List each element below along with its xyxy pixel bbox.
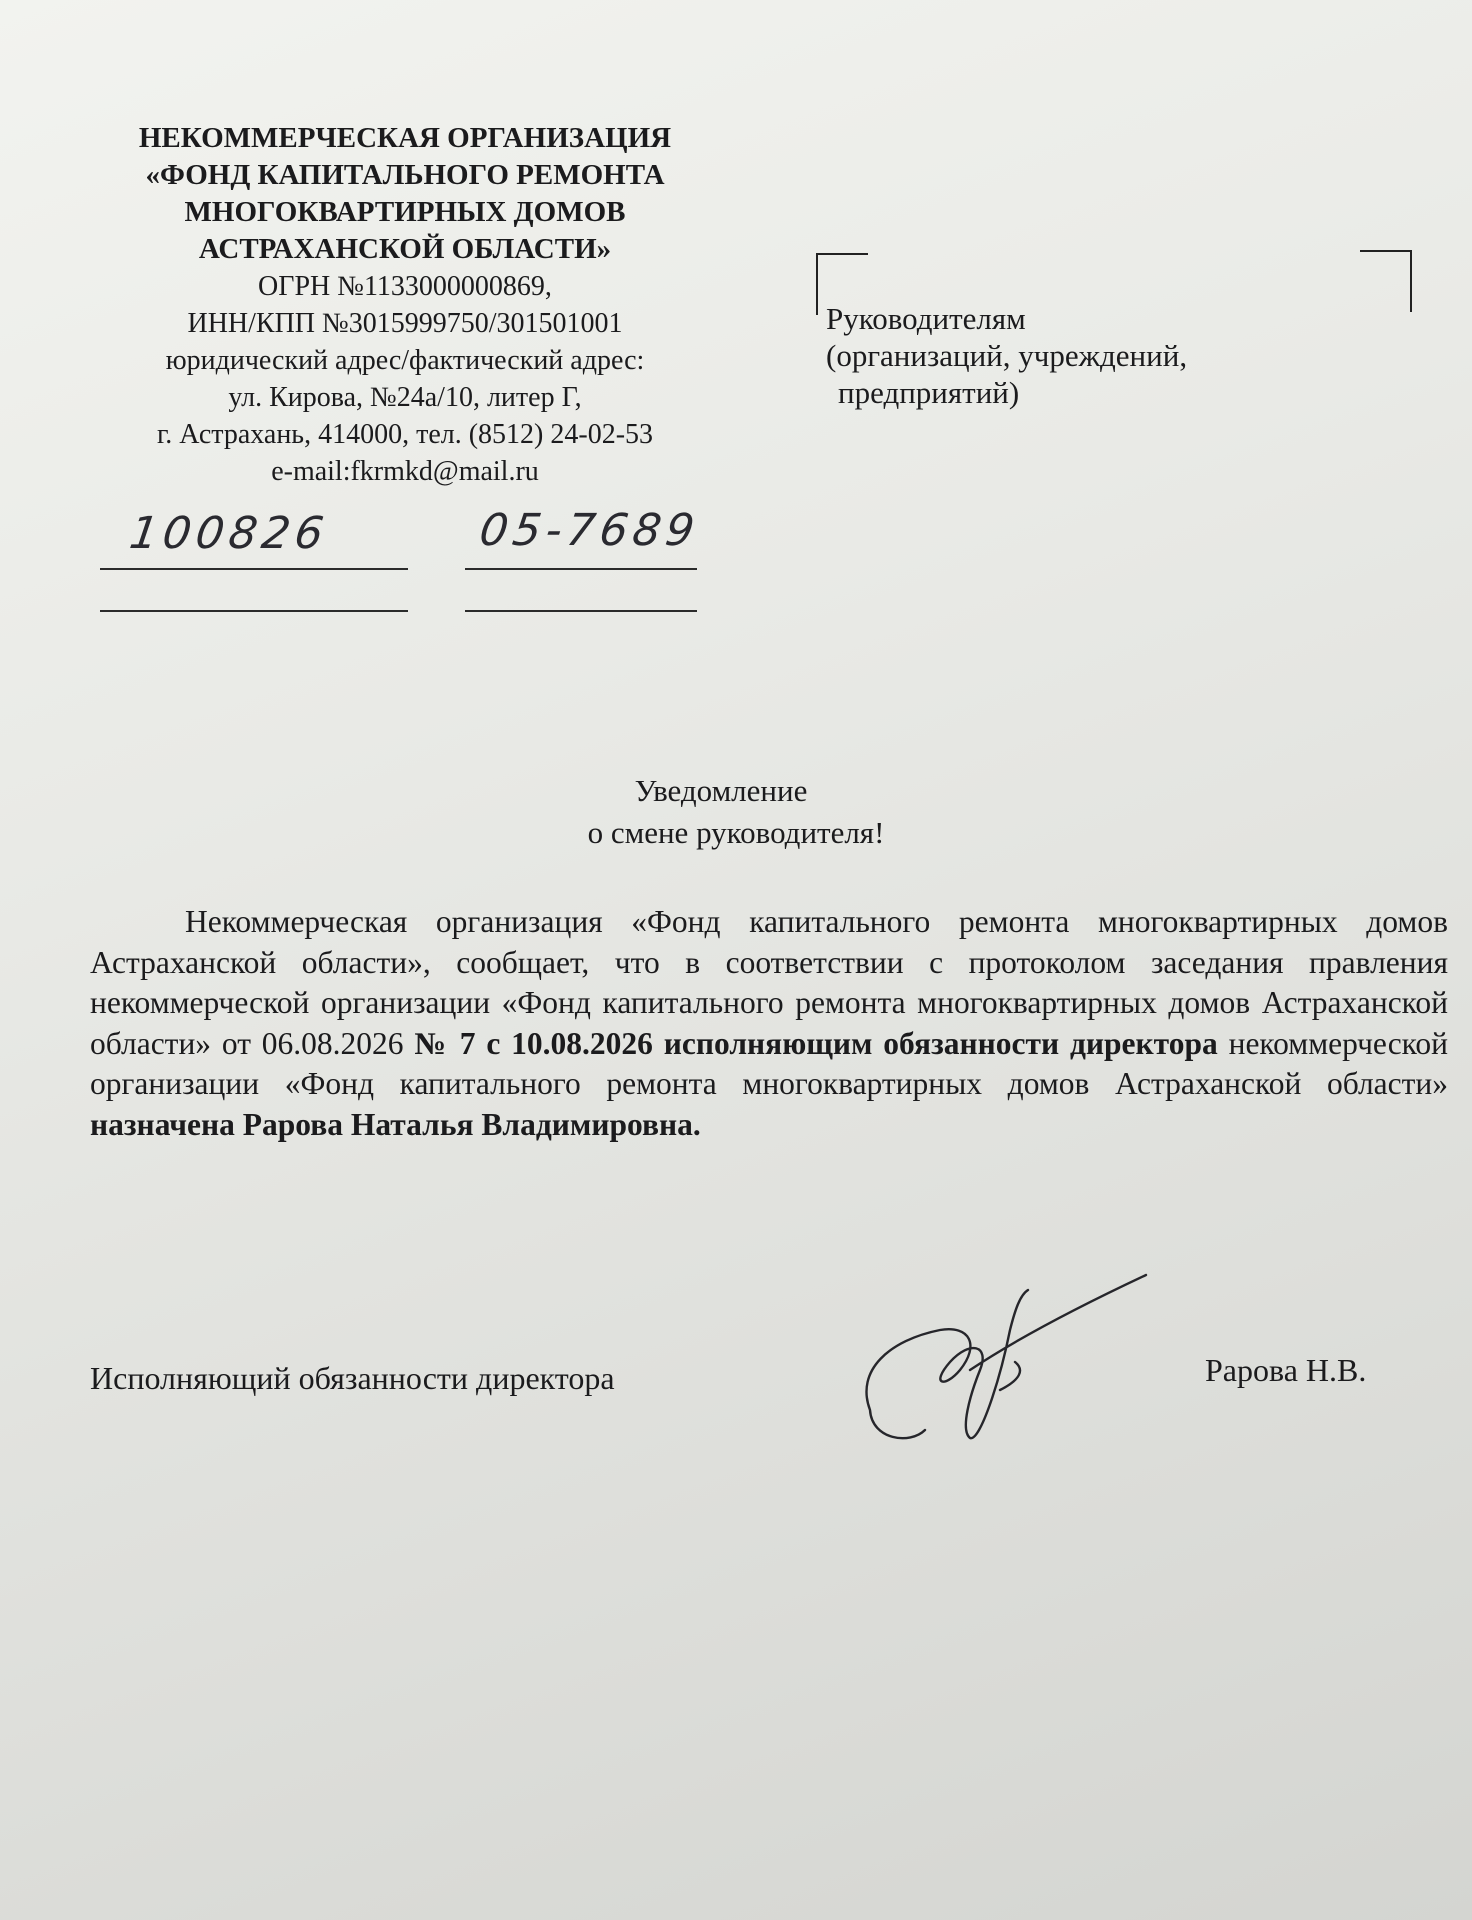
address-street: ул. Кирова, №24а/10, литер Г,: [228, 382, 582, 413]
org-name-line-2: «ФОНД КАПИТАЛЬНОГО РЕМОНТА: [145, 159, 665, 191]
document-title: [0, 770, 1472, 854]
body-part-3: некоммерческой организации «Фонд капитального ремонта многоквартирных домов Астраханской области»: [90, 1025, 1448, 1101]
email: e-mail:fkrmkd@mail.ru: [271, 456, 539, 487]
addressee-line-1: Руководителям: [826, 301, 1026, 336]
addressee-corner-right: [1360, 250, 1412, 312]
addressee: [826, 300, 1187, 411]
signatory-role: Исполняющий обязанности директора: [90, 1360, 615, 1396]
registration-index: 05-7689: [476, 505, 703, 556]
inn-kpp: ИНН/КПП №3015999750/301501001: [187, 308, 623, 339]
title-line-1: Уведомление: [634, 773, 808, 808]
address-label: юридический адрес/фактический адрес:: [165, 345, 645, 376]
signatory-name: Рарова Н.В.: [1205, 1352, 1367, 1388]
body-paragraph: [90, 902, 1448, 1145]
registration-number: 100826: [126, 508, 332, 559]
body-part-1: Некоммерческая организация «Фонд капитального ремонта многоквартирных домов Астраханской области», сообщает, что в соответствии с протоколом заседания правления некоммерческой организации «Фонд капитального ремонта многоквартирных домов Астраханской области» от 06.08.2026: [90, 904, 1448, 1061]
registration-index-underline-2: [465, 610, 697, 612]
body-part-2-bold: № 7 с 10.08.2026 исполняющим обязанности директора: [414, 1025, 1218, 1061]
org-name-line-1: НЕКОММЕРЧЕСКАЯ ОРГАНИЗАЦИЯ: [138, 122, 672, 154]
address-city-phone: г. Астрахань, 414000, тел. (8512) 24-02-53: [156, 419, 654, 450]
org-name-line-3: МНОГОКВАРТИРНЫХ ДОМОВ: [184, 196, 626, 228]
registration-number-underline: [100, 568, 408, 570]
ogrn: ОГРН №1133000000869,: [258, 271, 552, 302]
registration-date-underline: [100, 610, 408, 612]
title-line-2: о смене руководителя!: [587, 815, 885, 850]
registration-index-underline: [465, 568, 697, 570]
handwritten-signature: [850, 1270, 1170, 1470]
addressee-line-2: (организаций, учреждений,: [826, 338, 1188, 373]
addressee-line-3: предприятий): [838, 375, 1020, 410]
letterhead: [90, 120, 720, 490]
body-part-4-bold: назначена Рарова Наталья Владимировна.: [90, 1106, 701, 1142]
org-name-line-4: АСТРАХАНСКОЙ ОБЛАСТИ»: [198, 233, 612, 265]
